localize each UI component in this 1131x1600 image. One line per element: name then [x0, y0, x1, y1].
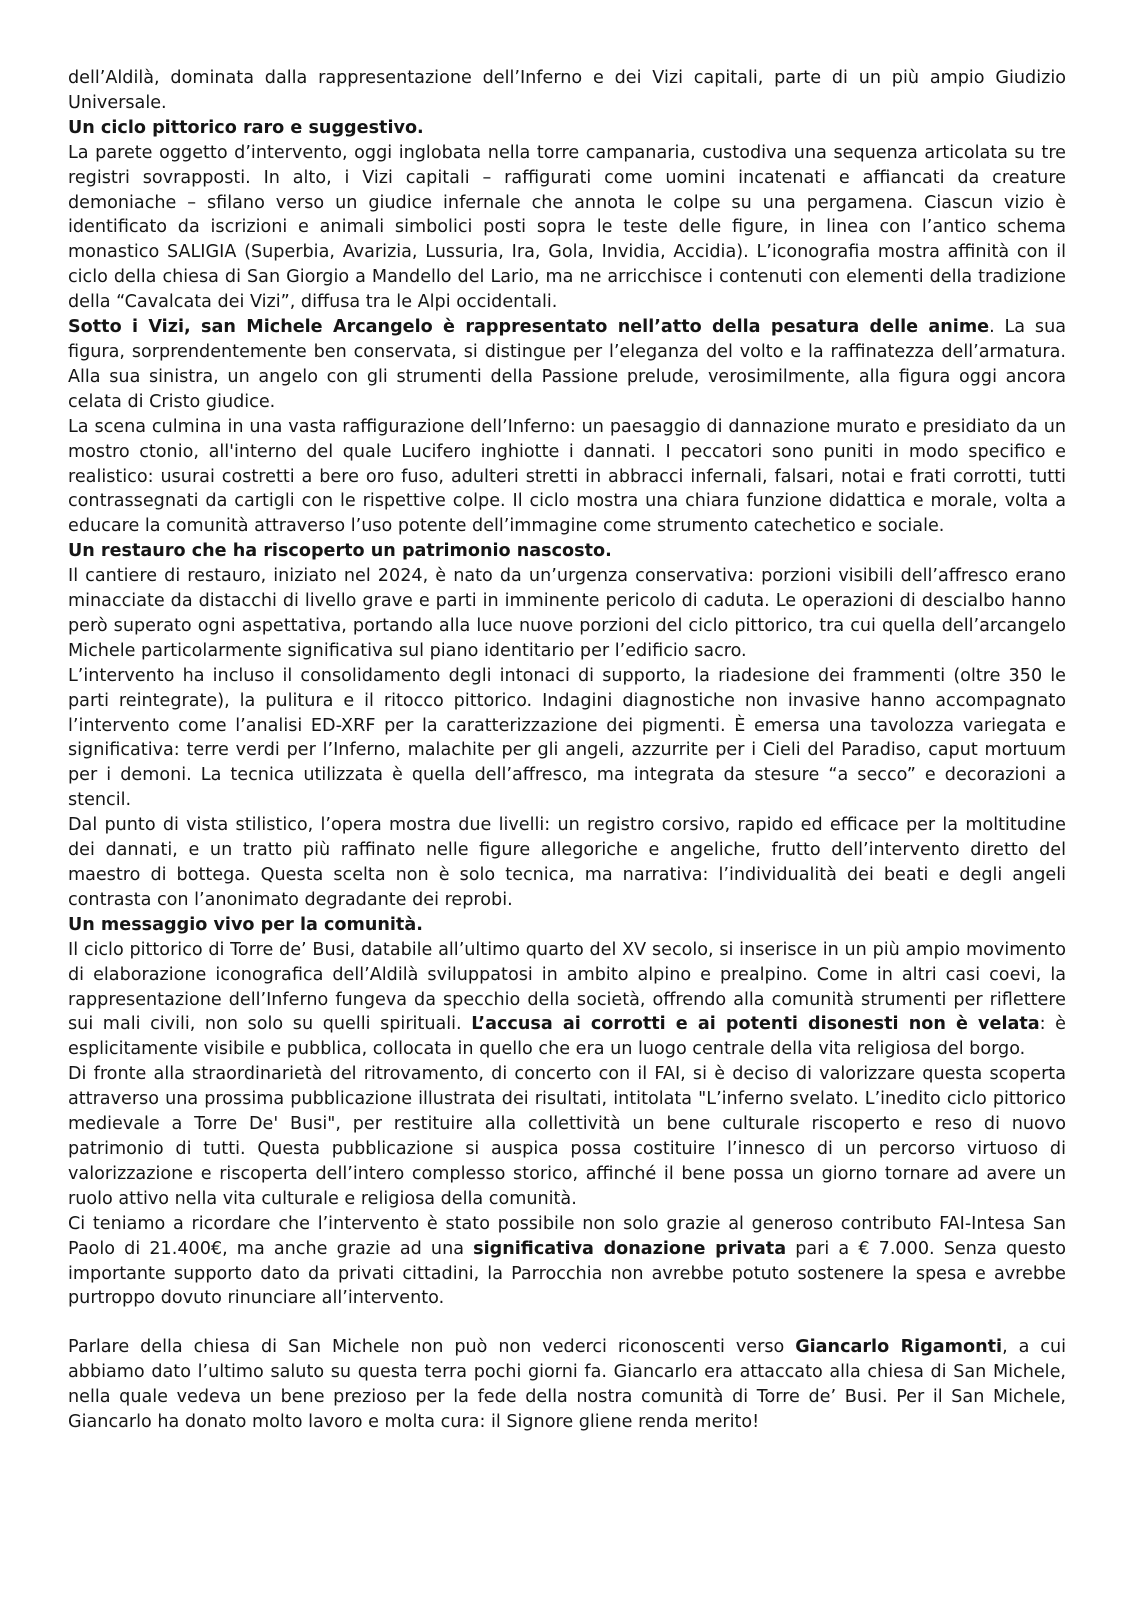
- paragraph-stile: Dal punto di vista stilistico, l’opera mostra due livelli: un registro corsivo, rapido ed efficace per la moltitudine dei dannati, e un tratto più raffinato nelle figure allegoriche e angeliche, frutto dell’intervento diretto del maestro di bottega. Questa scelta non è solo tecnica, ma narrativa: l’individualità dei beati e degli angeli contrasta con l’anonimato degradante dei reprobi.: [68, 815, 1066, 910]
- paragraph-san-michele: [68, 315, 1066, 415]
- text-san-michele-rest: . La sua figura, sorprendentemente ben conservata, si distingue per l’eleganza del volto e la raffinatezza dell’armatura. Alla sua sinistra, un angelo con gli strumenti della Passione prelude, verosimilmente, alla figura oggi ancora celata di Cristo giudice.: [68, 317, 1066, 412]
- heading-messaggio: Un messaggio vivo per la comunità.: [68, 914, 423, 935]
- text-torre-start: Il ciclo pittorico di Torre de’ Busi, databile all’ultimo quarto del XV secolo, si inserisce in un più ampio movimento di elaborazione iconografica dell’Aldilà sviluppatosi in ambito alpino e prealpino. Come in altri casi coevi, la rappresentazione dell’Inferno fungeva da specchio della società, offrendo alla comunità strumenti per riflettere sui mali civili, non solo su quelli spirituali.: [68, 939, 1066, 1035]
- bold-rigamonti: Giancarlo Rigamonti: [795, 1337, 1003, 1358]
- paragraph-gap: [68, 1311, 1066, 1335]
- text-rigamonti-start: Parlare della chiesa di San Michele non può non vederci riconoscenti verso: [68, 1337, 796, 1358]
- text-rigamonti-end: , a cui abbiamo dato l’ultimo saluto su questa terra pochi giorni fa. Giancarlo era attaccato alla chiesa di San Michele, nella quale vedeva un bene prezioso per la fede della nostra comunità di Torre de’ Busi. Per il San Michele, Giancarlo ha donato molto lavoro e molta cura: il Signore gliene renda merito!: [68, 1337, 1066, 1433]
- heading-restauro: Un restauro che ha riscoperto un patrimonio nascosto.: [68, 541, 612, 562]
- bold-donazione: significativa donazione privata: [473, 1238, 787, 1259]
- text-contributo-start: Ci teniamo a ricordare che l’intervento è stato possibile non solo grazie al generoso contributo FAI-Intesa San Paolo di 21.400€, ma anche grazie ad una: [68, 1213, 1066, 1259]
- paragraph-pubblicazione: Di fronte alla straordinarietà del ritrovamento, di concerto con il FAI, si è deciso di valorizzare questa scoperta attraverso una prossima pubblicazione illustrata dei risultati, intitolata "L’inferno svelato. L’inedito ciclo pittorico medievale a Torre De' Busi", per restituire alla collettività un bene culturale riscoperto e reso di nuovo patrimonio di tutti. Questa pubblicazione si auspica possa costituire l’innesco di un percorso virtuoso di valorizzazione e riscoperta dell’intero complesso storico, affinché il bene possa un giorno tornare ad avere un ruolo attivo nella vita culturale e religiosa della comunità.: [68, 1064, 1066, 1209]
- bold-san-michele: Sotto i Vizi, san Michele Arcangelo è rappresentato nell’atto della pesatura delle anime: [68, 317, 990, 338]
- paragraph-inferno: La scena culmina in una vasta raffigurazione dell’Inferno: un paesaggio di dannazione murato e presidiato da un mostro ctonio, all'interno del quale Lucifero inghiotte i dannati. I peccatori sono puniti in modo specifico e realistico: usurai costretti a bere oro fuso, adulteri stretti in abbracci infernali, falsari, notai e frati corrotti, tutti contrassegnati da cartigli con le rispettive colpe. Il ciclo mostra una chiara funzione didattica e morale, volta a educare la comunità attraverso l’uso potente dell’immagine come strumento catechetico e sociale.: [68, 416, 1066, 537]
- paragraph-rigamonti: [68, 1335, 1066, 1435]
- text-torre-end: : è esplicitamente visibile e pubblica, collocata in quello che era un luogo centrale della vita religiosa del borgo.: [68, 1014, 1066, 1060]
- paragraph-aldila: dell’Aldilà, dominata dalla rappresentazione dell’Inferno e dei Vizi capitali, parte di un più ampio Giudizio Universale.: [68, 68, 1066, 113]
- paragraph-vizi-capitali: La parete oggetto d’intervento, oggi inglobata nella torre campanaria, custodiva una sequenza articolata su tre registri sovrapposti. In alto, i Vizi capitali – raffigurati come uomini incatenati e affiancati da creature demoniache – sfilano verso un giudice infernale che annota le colpe su una pergamena. Ciascun vizio è identificato da iscrizioni e animali simbolici posti sopra le teste delle figure, in linea con l’antico schema monastico SALIGIA (Superbia, Avarizia, Lussuria, Ira, Gola, Invidia, Accidia). L’iconografia mostra affinità con il ciclo della chiesa di San Giorgio a Mandello del Lario, ma ne arricchisce i contenuti con elementi della tradizione della “Cavalcata dei Vizi”, diffusa tra le Alpi occidentali.: [68, 142, 1066, 313]
- bold-accusa: L’accusa ai corrotti e ai potenti disonesti non è velata: [471, 1014, 1040, 1035]
- paragraph-contributo: [68, 1212, 1066, 1312]
- text-contributo-end: pari a € 7.000. Senza questo importante supporto dato da privati cittadini, la Parrocchia non avrebbe potuto sostenere la spesa e avrebbe purtroppo dovuto rinunciare all’intervento.: [68, 1238, 1066, 1309]
- paragraph-torre-de-busi: [68, 938, 1066, 1063]
- paragraph-cantiere: Il cantiere di restauro, iniziato nel 2024, è nato da un’urgenza conservativa: porzioni visibili dell’affresco erano minacciate da distacchi di livello grave e parti in imminente pericolo di caduta. Le operazioni di descialbo hanno però superato ogni aspettativa, portando alla luce nuove porzioni del ciclo pittorico, tra cui quella dell’arcangelo Michele particolarmente significativa sul piano identitario per l’edificio sacro.: [68, 566, 1066, 661]
- paragraph-intervento: L’intervento ha incluso il consolidamento degli intonaci di supporto, la riadesione dei frammenti (oltre 350 le parti reintegrate), la pulitura e il ritocco pittorico. Indagini diagnostiche non invasive hanno accompagnato l’intervento come l’analisi ED-XRF per la caratterizzazione dei pigmenti. È emersa una tavolozza variegata e significativa: terre verdi per l’Inferno, malachite per gli angeli, azzurrite per i Cieli del Paradiso, caput mortuum per i demoni. La tecnica utilizzata è quella dell’affresco, ma integrata da stesure “a secco” e decorazioni a stencil.: [68, 665, 1066, 811]
- heading-ciclo-pittorico: Un ciclo pittorico raro e suggestivo.: [68, 117, 424, 138]
